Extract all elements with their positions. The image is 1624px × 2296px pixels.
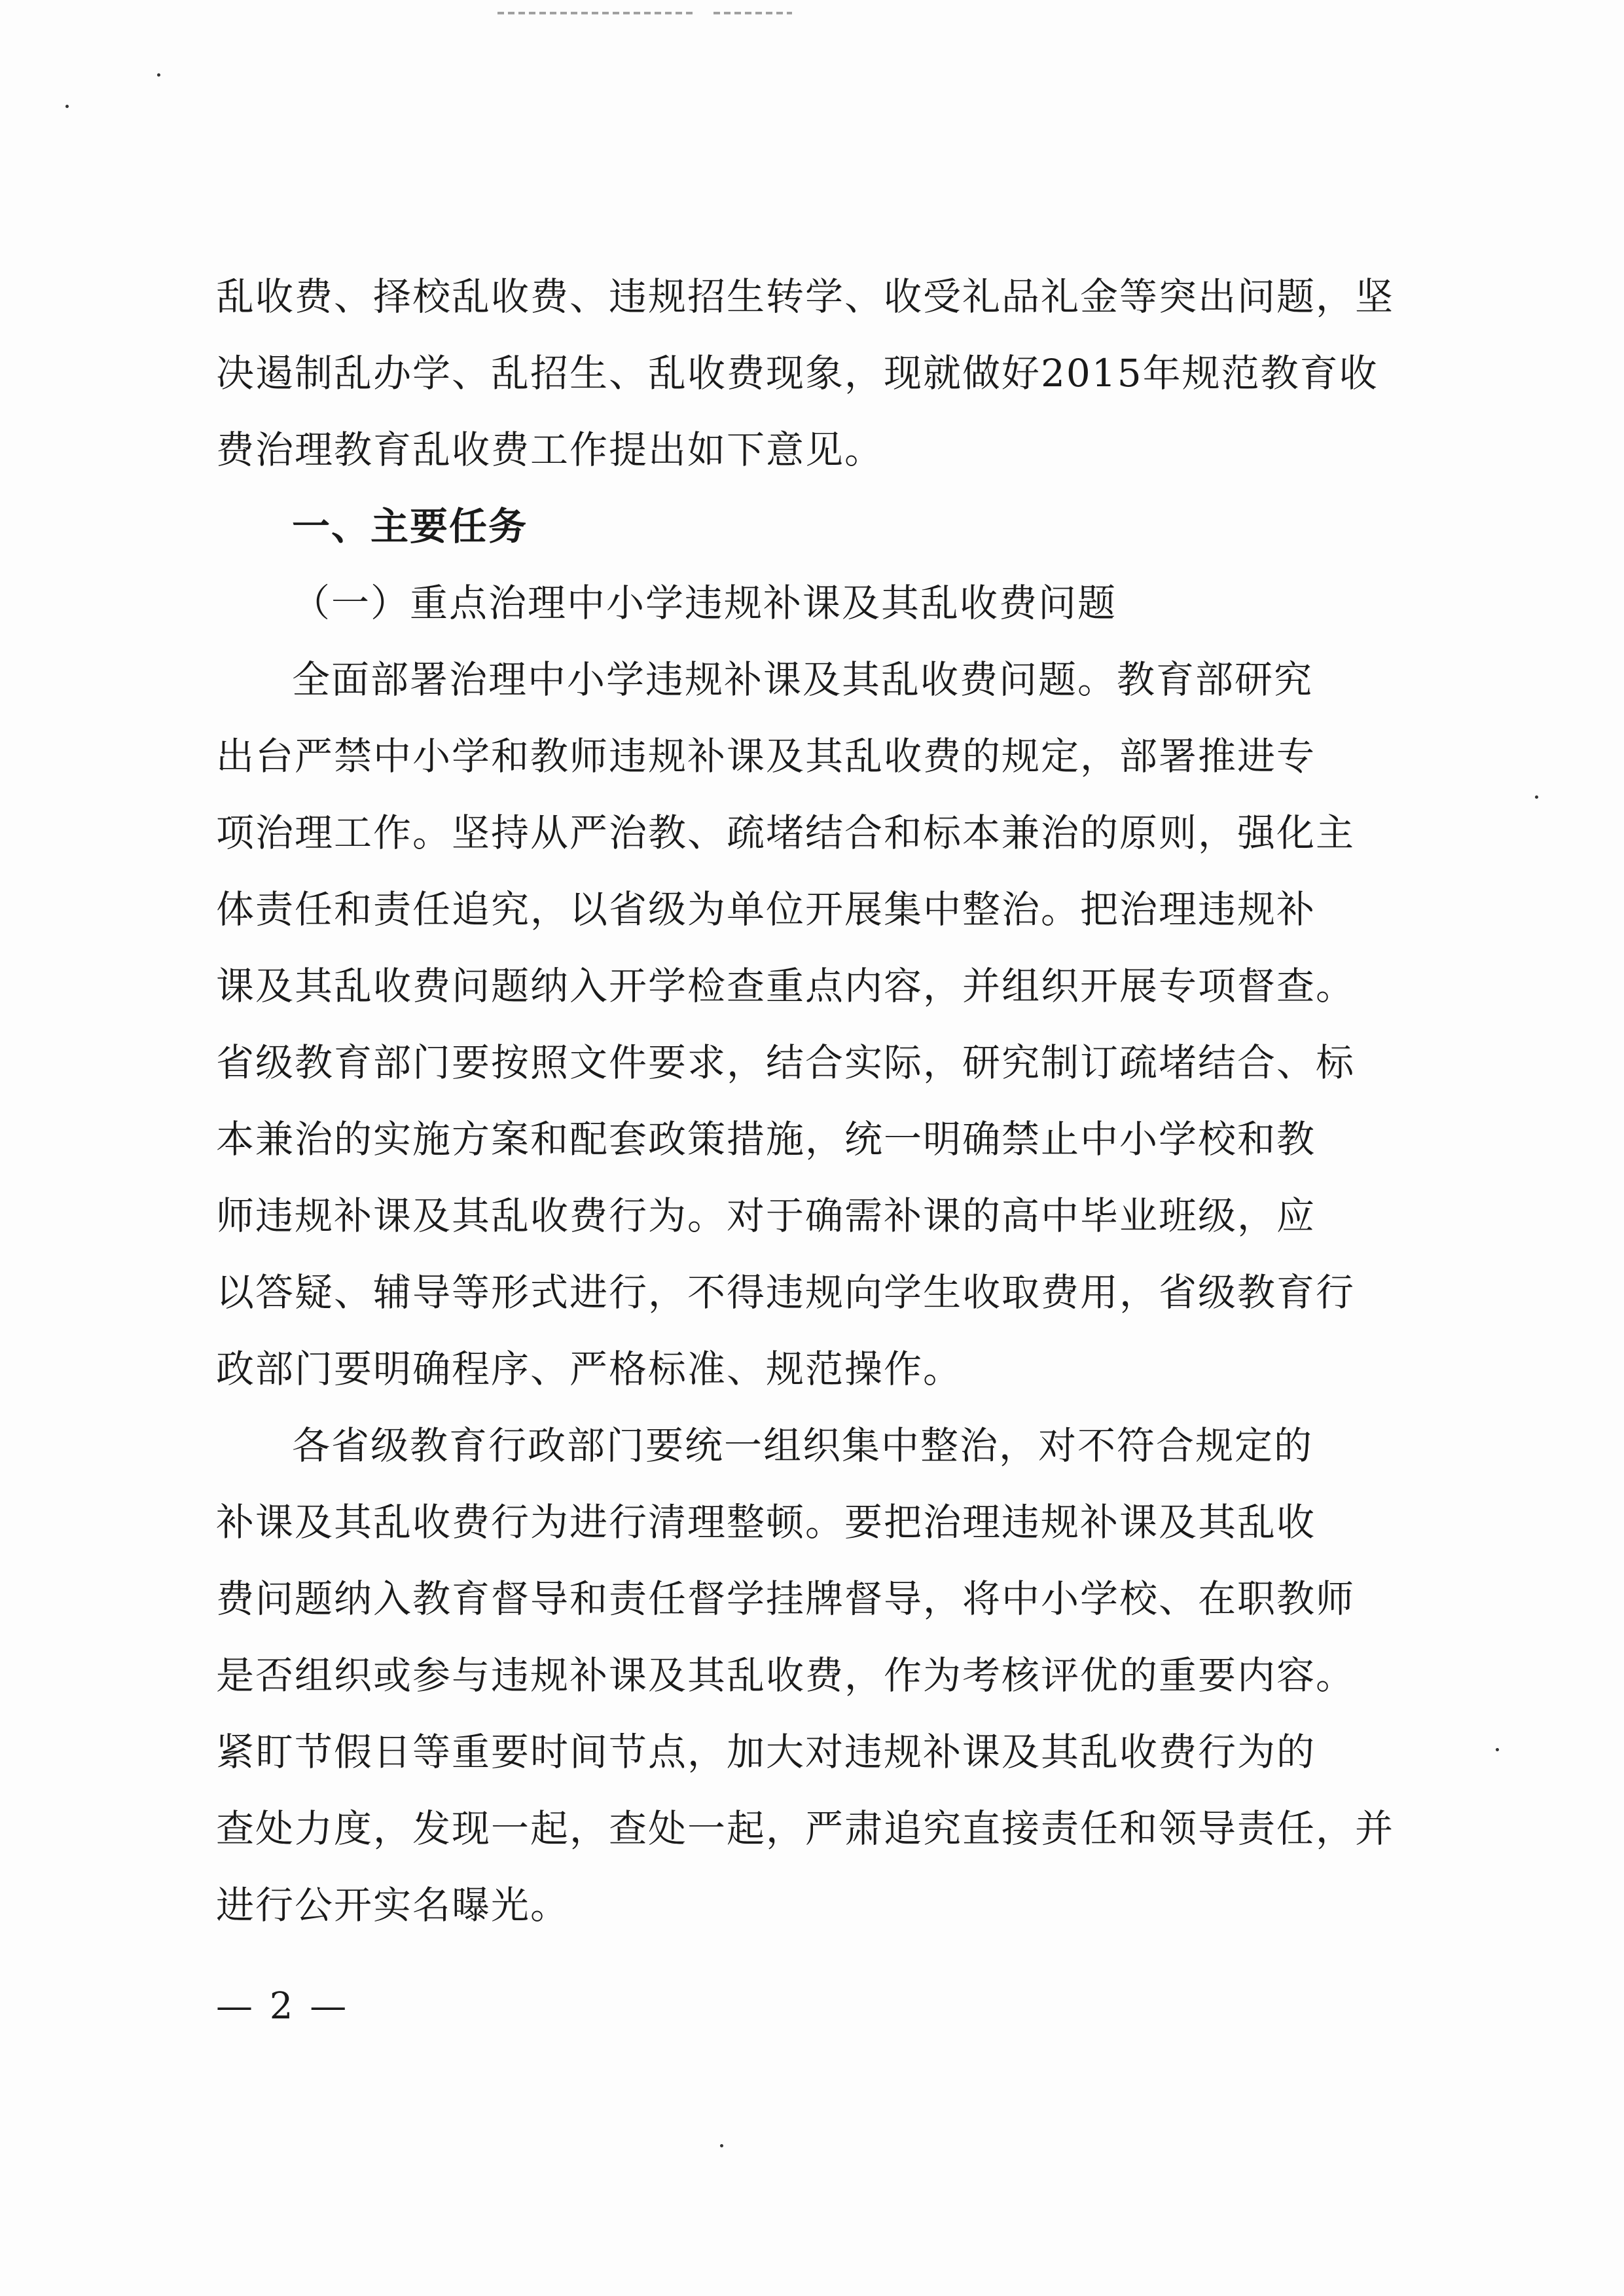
paragraph-1-line: 课及其乱收费问题纳入开学检查重点内容，并组织开展专项督查。 — [216, 964, 1356, 1008]
scan-speck — [65, 105, 69, 108]
scan-artifact-line — [497, 12, 694, 14]
body-line: 乱收费、择校乱收费、违规招生转学、收受礼品礼金等突出问题，坚 — [216, 274, 1395, 319]
paragraph-1-line: 体责任和责任追究，以省级为单位开展集中整治。把治理违规补 — [216, 887, 1316, 932]
subsection-heading: （一）重点治理中小学违规补课及其乱收费问题 — [292, 581, 1117, 625]
paragraph-2-line: 费问题纳入教育督导和责任督学挂牌督导，将中小学校、在职教师 — [216, 1576, 1356, 1621]
scan-speck — [1496, 1748, 1499, 1751]
scan-speck — [157, 73, 160, 77]
scan-artifact-line — [713, 12, 792, 14]
scan-speck — [720, 2144, 723, 2147]
body-line: 费治理教育乱收费工作提出如下意见。 — [216, 428, 884, 472]
paragraph-1-line: 本兼治的实施方案和配套政策措施，统一明确禁止中小学校和教 — [216, 1117, 1316, 1161]
paragraph-2-line: 是否组织或参与违规补课及其乱收费，作为考核评优的重要内容。 — [216, 1653, 1356, 1698]
paragraph-1-line: 出台严禁中小学和教师违规补课及其乱收费的规定，部署推进专 — [216, 734, 1316, 778]
scan-speck — [1535, 795, 1538, 799]
paragraph-1-line: 师违规补课及其乱收费行为。对于确需补课的高中毕业班级，应 — [216, 1194, 1316, 1238]
page-number: — 2 — — [216, 1985, 350, 2028]
paragraph-2-line: 进行公开实名曝光。 — [216, 1883, 570, 1927]
section-heading: 一、主要任务 — [292, 504, 528, 549]
paragraph-2-line: 各省级教育行政部门要统一组织集中整治，对不符合规定的 — [292, 1423, 1314, 1468]
paragraph-2-line: 查处力度，发现一起，查处一起，严肃追究直接责任和领导责任，并 — [216, 1806, 1395, 1851]
paragraph-1-line: 项治理工作。坚持从严治教、疏堵结合和标本兼治的原则，强化主 — [216, 811, 1356, 855]
paragraph-1-line: 以答疑、辅导等形式进行，不得违规向学生收取费用，省级教育行 — [216, 1270, 1356, 1315]
paragraph-1-line: 全面部署治理中小学违规补课及其乱收费问题。教育部研究 — [292, 657, 1314, 702]
paragraph-1-line: 省级教育部门要按照文件要求，结合实际，研究制订疏堵结合、标 — [216, 1040, 1356, 1085]
document-body — [216, 259, 1434, 1944]
paragraph-2-line: 补课及其乱收费行为进行清理整顿。要把治理违规补课及其乱收 — [216, 1500, 1316, 1544]
body-line: 决遏制乱办学、乱招生、乱收费现象，现就做好2015年规范教育收 — [216, 351, 1379, 395]
paragraph-1-line: 政部门要明确程序、严格标准、规范操作。 — [216, 1347, 963, 1391]
paragraph-2-line: 紧盯节假日等重要时间节点，加大对违规补课及其乱收费行为的 — [216, 1730, 1316, 1774]
